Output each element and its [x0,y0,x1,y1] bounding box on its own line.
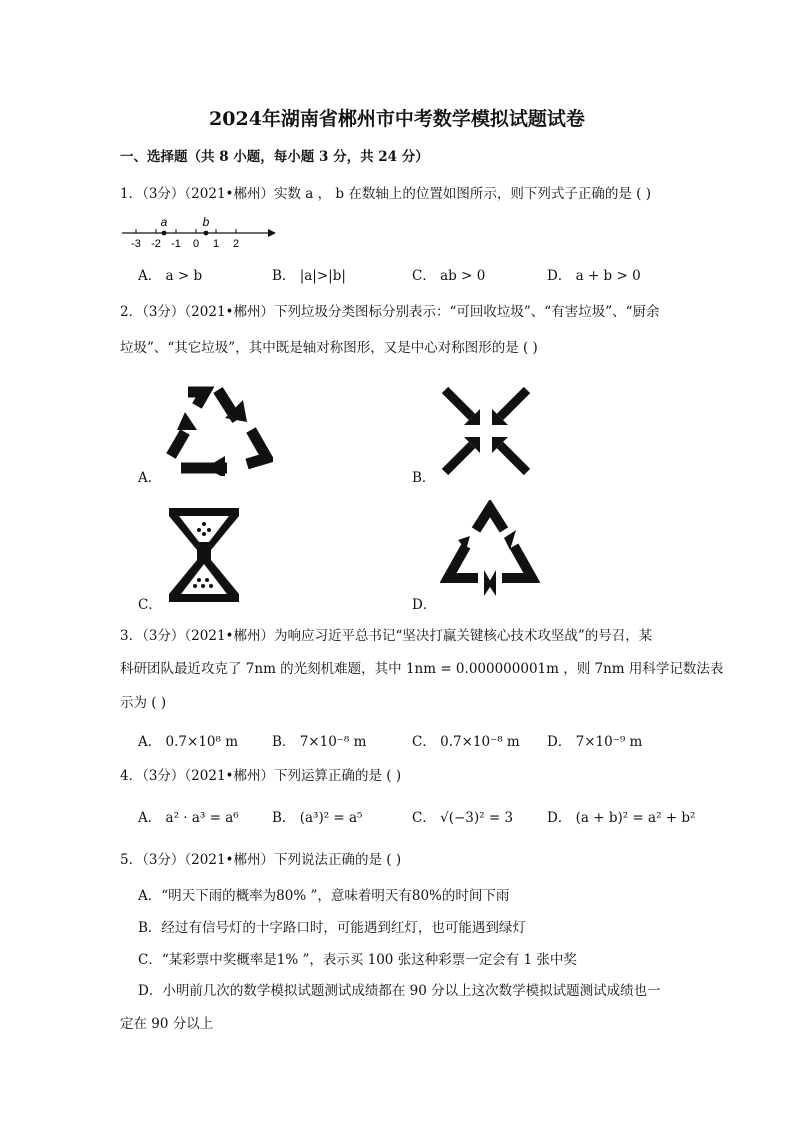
point-a [162,231,167,236]
q3-option-d[interactable]: D． 7×10⁻⁹ m [547,734,643,750]
q5-option-d-continuation: 定在 90 分以上 [120,1016,214,1032]
q1-option-b[interactable]: B． |a|>|b| [272,268,346,284]
q5-option-d[interactable]: D．小明前几次的数学模拟试题测试成绩都在 90 分以上这次数学模拟试题测试成绩也一 [138,983,661,999]
inward-arrows-icon [440,385,532,477]
q3-option-b[interactable]: B． 7×10⁻⁸ m [272,734,367,750]
q1-option-c[interactable]: C． ab > 0 [412,268,486,284]
tick-label: 1 [212,238,220,250]
q4-option-d[interactable]: D． (a + b)² = a² + b² [547,810,696,826]
q3-stem-line3: 示为 ( ) [120,695,167,711]
q5-option-a[interactable]: A．“明天下雨的概率为80% ”，意味着明天有80%的时间下雨 [138,888,510,904]
q5-option-c[interactable]: C．“某彩票中奖概率是1% ”，表示买 100 张这种彩票一定会有 1 张中奖 [138,952,577,968]
page-title: 2024年湖南省郴州市中考数学模拟试题试卷 [209,108,585,130]
q2-stem-line2: 垃圾”、“其它垃圾”，其中既是轴对称图形，又是中心对称图形的是 ( ) [120,340,538,356]
q1-option-d[interactable]: D． a + b > 0 [547,268,641,284]
q2-option-b[interactable]: B． [412,470,436,486]
q4-option-c[interactable]: C． √(−3)² = 3 [412,810,514,826]
q4-option-a[interactable]: A． a² · a³ = a⁶ [138,810,239,826]
tick-label: 0 [192,238,200,250]
q2-option-d[interactable]: D． [412,597,437,613]
section-heading: 一、选择题（共 8 小题，每小题 3 分，共 24 分） [120,149,429,165]
q3-stem-line1: 3．（3分）（2021•郴州）为响应习近平总书记“坚决打赢关键核心技术攻坚战”的号召，某 [120,628,653,644]
q5-stem: 5．（3分）（2021•郴州）下列说法正确的是 ( ) [120,852,402,868]
q1-option-a[interactable]: A． a > b [138,268,203,284]
tick-label: -2 [151,238,161,250]
hourglass-icon [165,506,243,604]
point-label-b: b [202,215,210,229]
number-line [118,212,278,252]
q3-option-a[interactable]: A． 0.7×10⁸ m [138,734,239,750]
q3-option-c[interactable]: C． 0.7×10⁻⁸ m [412,734,520,750]
q4-option-b[interactable]: B． (a³)² = a⁵ [272,810,363,826]
q1-stem: 1．（3分）（2021•郴州）实数 a ， b 在数轴上的位置如图所示，则下列式子正确的是 ( ) [120,186,651,202]
tick-label: -3 [131,238,141,250]
q3-stem-line2: 科研团队最近攻克了 7nm 的光刻机难题，其中 1nm = 0.000000001m ，则 7nm 用科学记数法表 [120,661,724,677]
q2-stem-line1: 2．（3分）（2021•郴州）下列垃圾分类图标分别表示：“可回收垃圾”、“有害垃圾”、“厨余 [120,304,660,320]
recycle-icon [163,378,273,476]
point-b [204,231,209,236]
q2-option-c[interactable]: C． [138,597,162,613]
tick-label: -1 [171,238,181,250]
q5-option-b[interactable]: B．经过有信号灯的十字路口时，可能遇到红灯，也可能遇到绿灯 [138,920,526,936]
q4-stem: 4．（3分）（2021•郴州）下列运算正确的是 ( ) [120,768,402,784]
other-waste-icon [440,500,540,602]
tick-label: 2 [232,238,240,250]
q2-option-a[interactable]: A． [138,470,162,486]
point-label-a: a [160,215,168,229]
